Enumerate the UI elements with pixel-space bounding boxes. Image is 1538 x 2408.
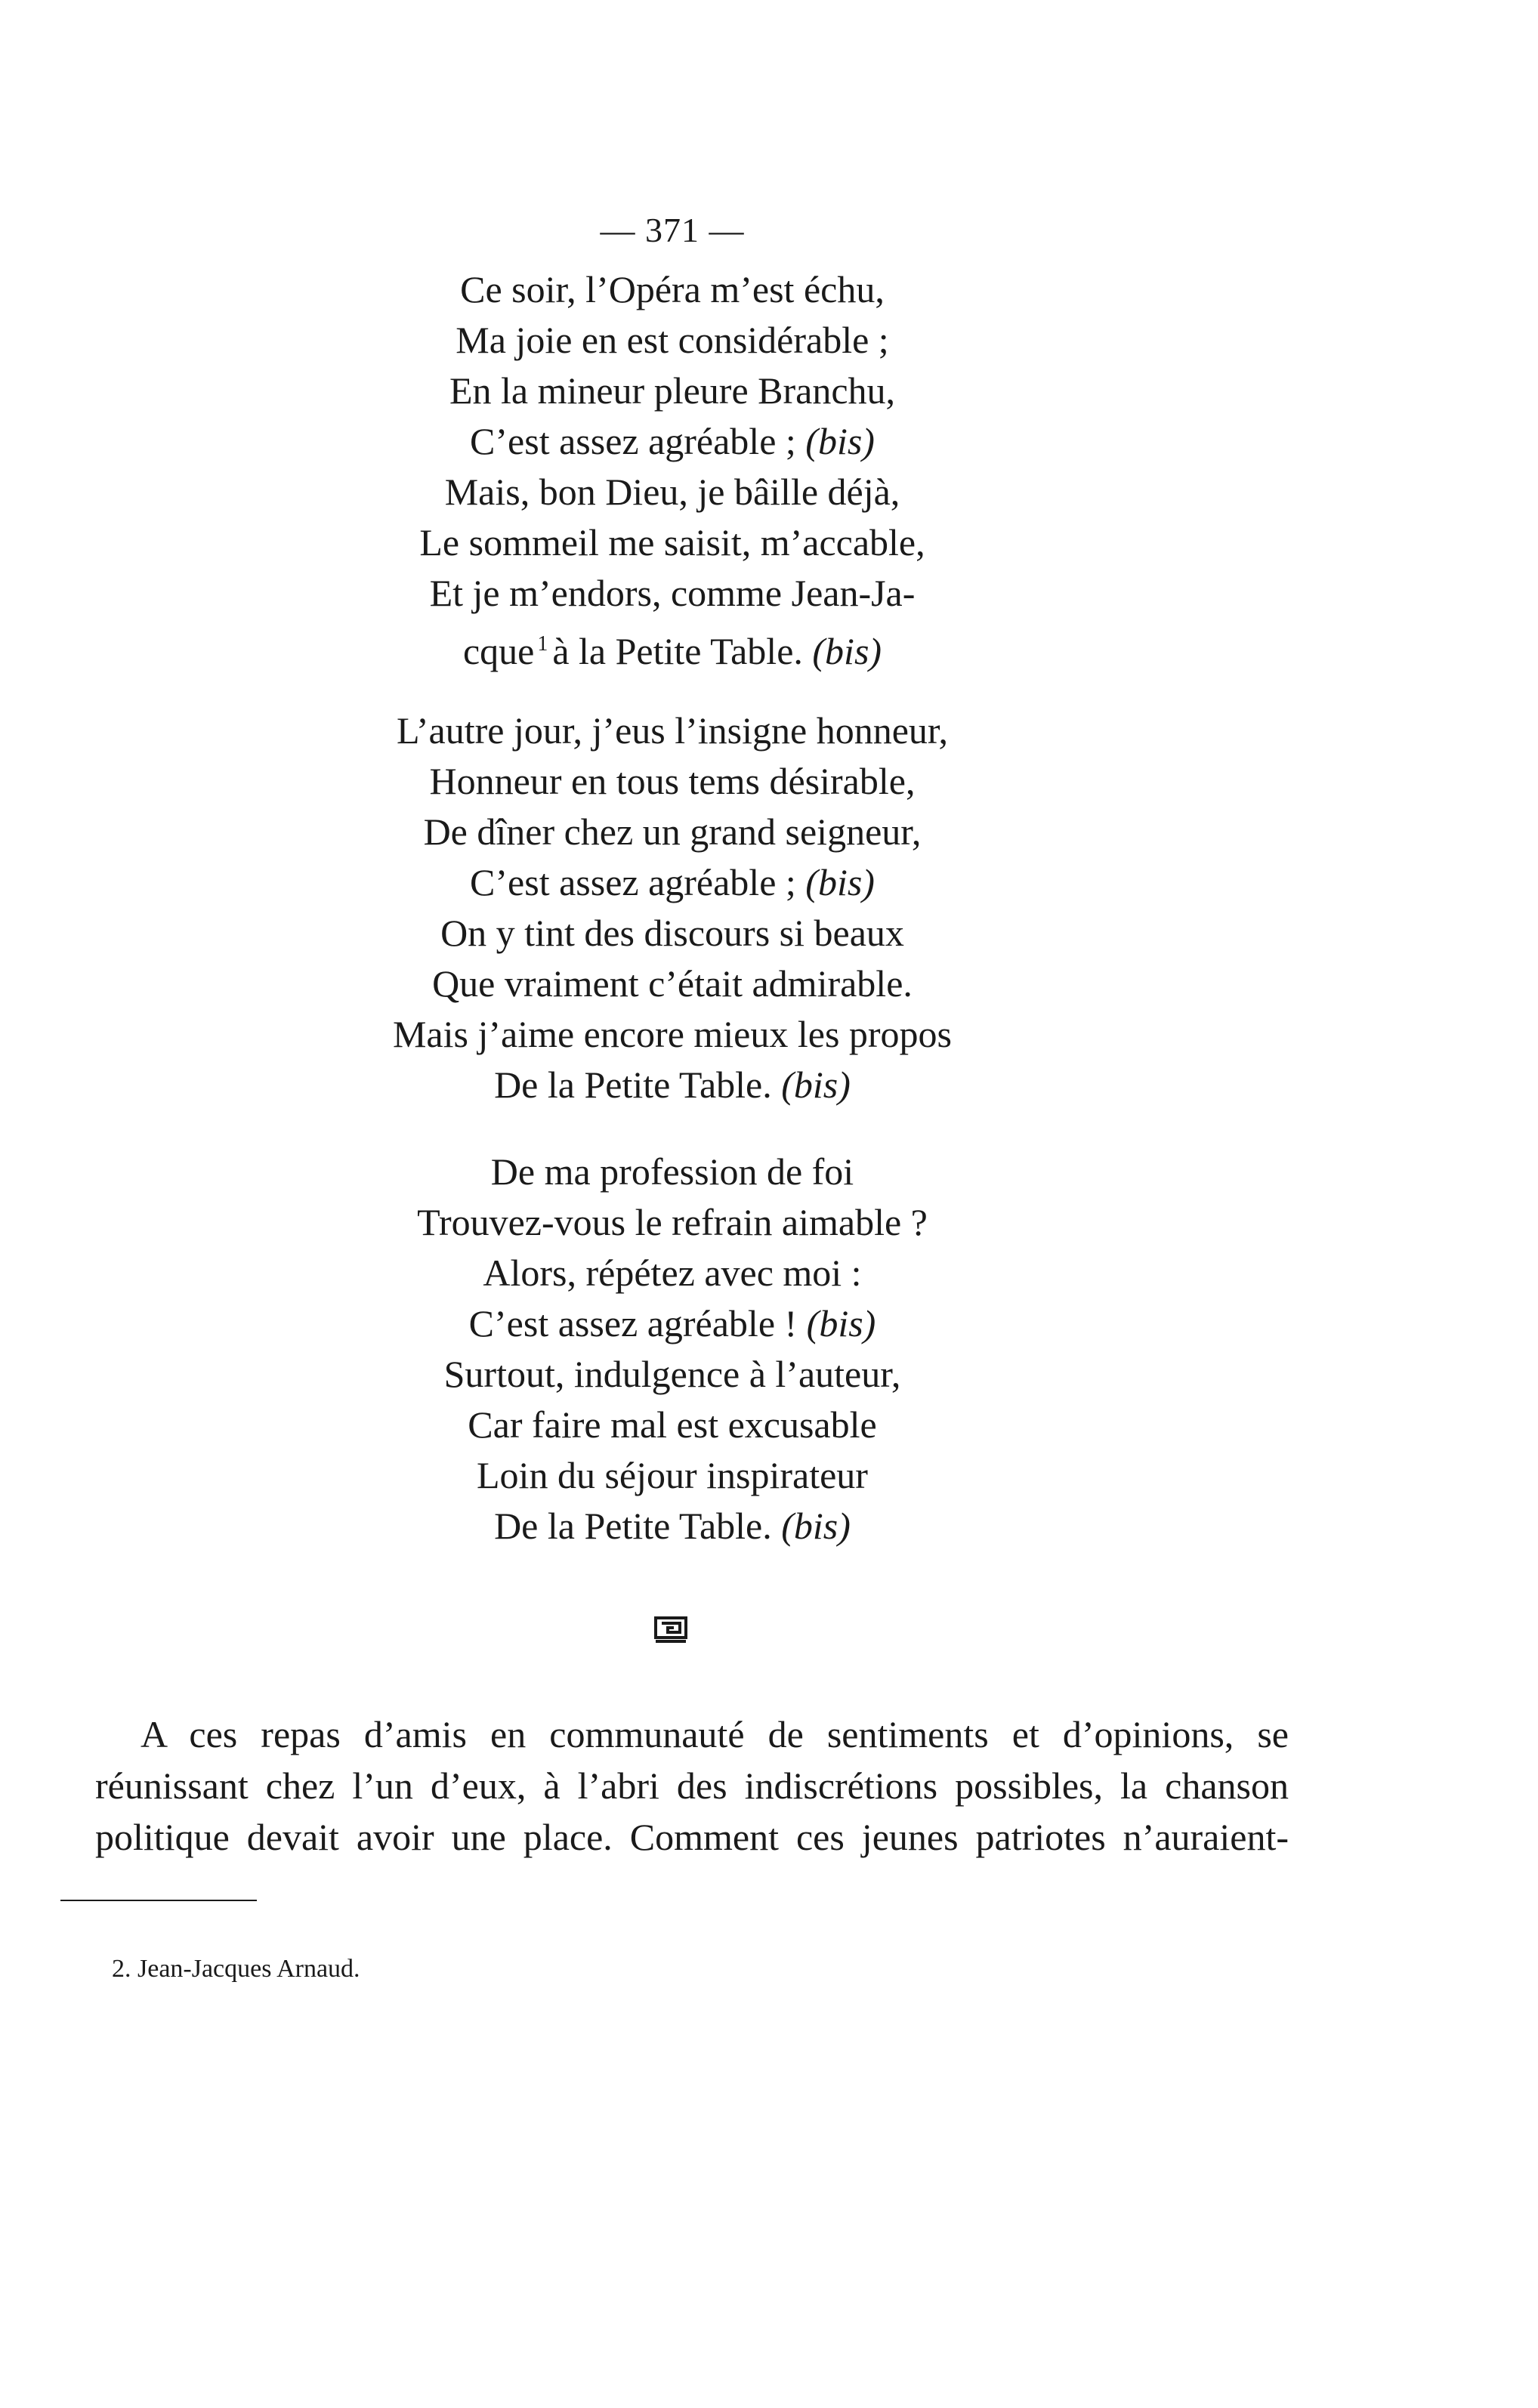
verse-line: En la mineur pleure Branchu,	[449, 369, 896, 412]
footnote-reference: 1	[537, 632, 548, 656]
stanza-2	[0, 705, 1345, 1110]
verse-line: Et je m’endors, comme Jean-Ja-	[429, 572, 916, 614]
verse-line: Que vraiment c’était admirable.	[432, 962, 913, 1005]
section-ornament-icon	[654, 1616, 687, 1644]
verse-line: Mais j’aime encore mieux les propos	[392, 1013, 953, 1055]
poem	[0, 264, 1345, 1588]
verse-line: Honneur en tous tems désirable,	[429, 760, 916, 802]
footnote-divider	[60, 1900, 257, 1901]
footnote: 2. Jean-Jacques Arnaud.	[112, 1955, 360, 1983]
stanza-3	[0, 1147, 1345, 1551]
prose-line: A ces repas d’amis en communauté de sentiments et d’opinions, se	[141, 1713, 1289, 1755]
verse-line: C’est assez agréable ; (bis)	[470, 420, 875, 462]
refrain-marker: (bis)	[805, 420, 875, 462]
verse-line: Trouvez-vous le refrain aimable ?	[417, 1201, 928, 1243]
verse-line: De la Petite Table. (bis)	[494, 1505, 851, 1547]
refrain-marker: (bis)	[806, 1302, 876, 1344]
stanza-1	[0, 264, 1345, 672]
refrain-marker: (bis)	[812, 630, 882, 672]
verse-line: Mais, bon Dieu, je bâille déjà,	[444, 471, 900, 513]
verse-line: On y tint des discours si beaux	[440, 912, 904, 954]
verse-line: De ma profession de foi	[490, 1150, 854, 1193]
refrain-marker: (bis)	[781, 1505, 851, 1547]
verse-line: De la Petite Table. (bis)	[494, 1064, 851, 1106]
verse-line: Alors, répétez avec moi :	[483, 1252, 862, 1294]
prose-line: politique devait avoir une place. Comment ces jeunes patriotes n’auraient-	[95, 1816, 1289, 1858]
verse-line: Surtout, indulgence à l’auteur,	[443, 1353, 901, 1395]
verse-line: C’est assez agréable ! (bis)	[468, 1302, 876, 1344]
page-number: — 371 —	[600, 211, 745, 249]
refrain-marker: (bis)	[805, 861, 875, 903]
verse-line: cque $^1$ à la Petite Table. (bis)	[462, 630, 882, 672]
verse-line: Ma joie en est considérable ;	[456, 319, 889, 361]
verse-line: Ce soir, l’Opéra m’est échu,	[460, 268, 885, 310]
refrain-marker: (bis)	[781, 1064, 851, 1106]
prose-line: réunissant chez l’un d’eux, à l’abri des indiscrétions possibles, la chanson	[95, 1764, 1289, 1807]
verse-line: Le sommeil me saisit, m’accable,	[419, 521, 925, 563]
verse-line: De dîner chez un grand seigneur,	[423, 810, 922, 853]
verse-line: L’autre jour, j’eus l’insigne honneur,	[396, 709, 949, 752]
prose-paragraph	[95, 1709, 1289, 1863]
verse-line: Car faire mal est excusable	[468, 1403, 877, 1446]
verse-line: C’est assez agréable ; (bis)	[470, 861, 875, 903]
verse-line: Loin du séjour inspirateur	[477, 1454, 868, 1496]
